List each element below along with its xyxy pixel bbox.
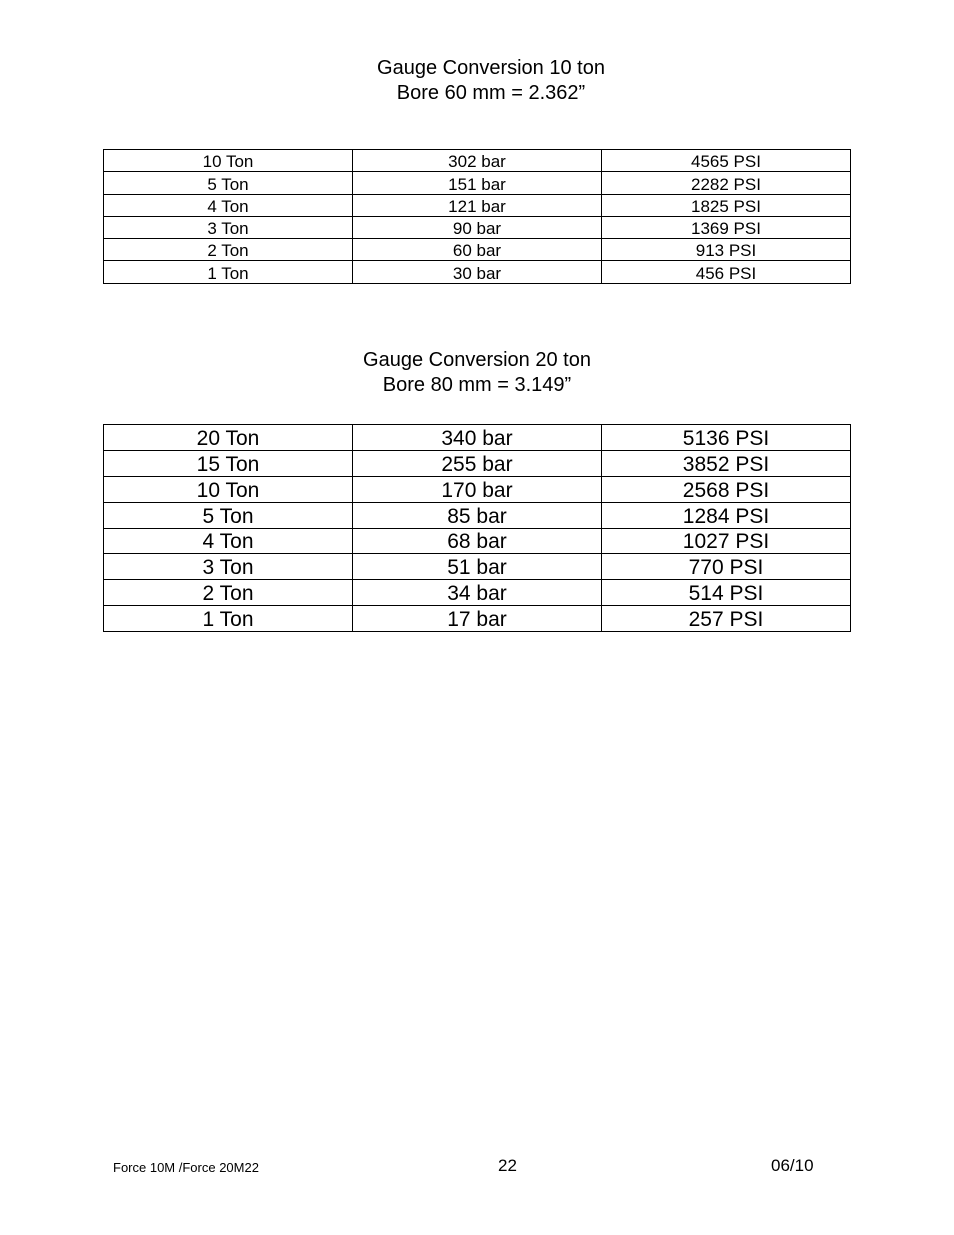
section-10-heading <box>14 56 954 106</box>
table-row <box>104 476 851 502</box>
tonnage-cell: 2 Ton <box>104 239 353 261</box>
table-row <box>104 580 851 606</box>
table-row <box>104 528 851 554</box>
tonnage-cell: 1 Ton <box>104 261 353 283</box>
tonnage-cell: 5 Ton <box>104 172 353 194</box>
tonnage-cell: 1 Ton <box>104 606 353 632</box>
bar-cell: 34 bar <box>353 580 602 606</box>
tonnage-cell: 20 Ton <box>104 425 353 451</box>
bar-cell: 17 bar <box>353 606 602 632</box>
section-20-title: Gauge Conversion 20 ton <box>363 349 591 371</box>
psi-cell: 1027 PSI <box>602 528 851 554</box>
tonnage-cell: 10 Ton <box>104 150 353 172</box>
table-row <box>104 502 851 528</box>
tonnage-cell: 15 Ton <box>104 450 353 476</box>
section-10-title: Gauge Conversion 10 ton <box>377 57 605 79</box>
bar-cell: 151 bar <box>353 172 602 194</box>
table-row <box>104 425 851 451</box>
table-row <box>104 554 851 580</box>
psi-cell: 5136 PSI <box>602 425 851 451</box>
table-row <box>104 239 851 261</box>
psi-cell: 1284 PSI <box>602 502 851 528</box>
tonnage-cell: 3 Ton <box>104 216 353 238</box>
psi-cell: 770 PSI <box>602 554 851 580</box>
bar-cell: 30 bar <box>353 261 602 283</box>
footer-document-name: Force 10M /Force 20M22 <box>113 1160 259 1175</box>
psi-cell: 1369 PSI <box>602 216 851 238</box>
bar-cell: 68 bar <box>353 528 602 554</box>
psi-cell: 456 PSI <box>602 261 851 283</box>
conversion-table-10-ton <box>103 149 851 284</box>
table-row <box>104 194 851 216</box>
bar-cell: 60 bar <box>353 239 602 261</box>
footer-page-number: 22 <box>498 1156 517 1175</box>
bar-cell: 51 bar <box>353 554 602 580</box>
psi-cell: 2282 PSI <box>602 172 851 194</box>
tonnage-cell: 3 Ton <box>104 554 353 580</box>
tonnage-cell: 5 Ton <box>104 502 353 528</box>
bar-cell: 90 bar <box>353 216 602 238</box>
bar-cell: 340 bar <box>353 425 602 451</box>
psi-cell: 913 PSI <box>602 239 851 261</box>
footer-date: 06/10 <box>771 1156 814 1175</box>
psi-cell: 2568 PSI <box>602 476 851 502</box>
section-20-subtitle: Bore 80 mm = 3.149” <box>382 374 572 396</box>
tonnage-cell: 2 Ton <box>104 580 353 606</box>
bar-cell: 170 bar <box>353 476 602 502</box>
bar-cell: 121 bar <box>353 194 602 216</box>
section-10-subtitle: Bore 60 mm = 2.362” <box>396 82 586 104</box>
table-row <box>104 216 851 238</box>
bar-cell: 302 bar <box>353 150 602 172</box>
tonnage-cell: 4 Ton <box>104 194 353 216</box>
bar-cell: 85 bar <box>353 502 602 528</box>
table-row <box>104 261 851 283</box>
table-row <box>104 450 851 476</box>
table-row <box>104 150 851 172</box>
conversion-table-20-ton <box>103 424 851 632</box>
table-row <box>104 172 851 194</box>
table-row <box>104 606 851 632</box>
psi-cell: 514 PSI <box>602 580 851 606</box>
bar-cell: 255 bar <box>353 450 602 476</box>
psi-cell: 257 PSI <box>602 606 851 632</box>
psi-cell: 4565 PSI <box>602 150 851 172</box>
tonnage-cell: 10 Ton <box>104 476 353 502</box>
section-20-heading <box>0 348 954 398</box>
psi-cell: 1825 PSI <box>602 194 851 216</box>
psi-cell: 3852 PSI <box>602 450 851 476</box>
tonnage-cell: 4 Ton <box>104 528 353 554</box>
